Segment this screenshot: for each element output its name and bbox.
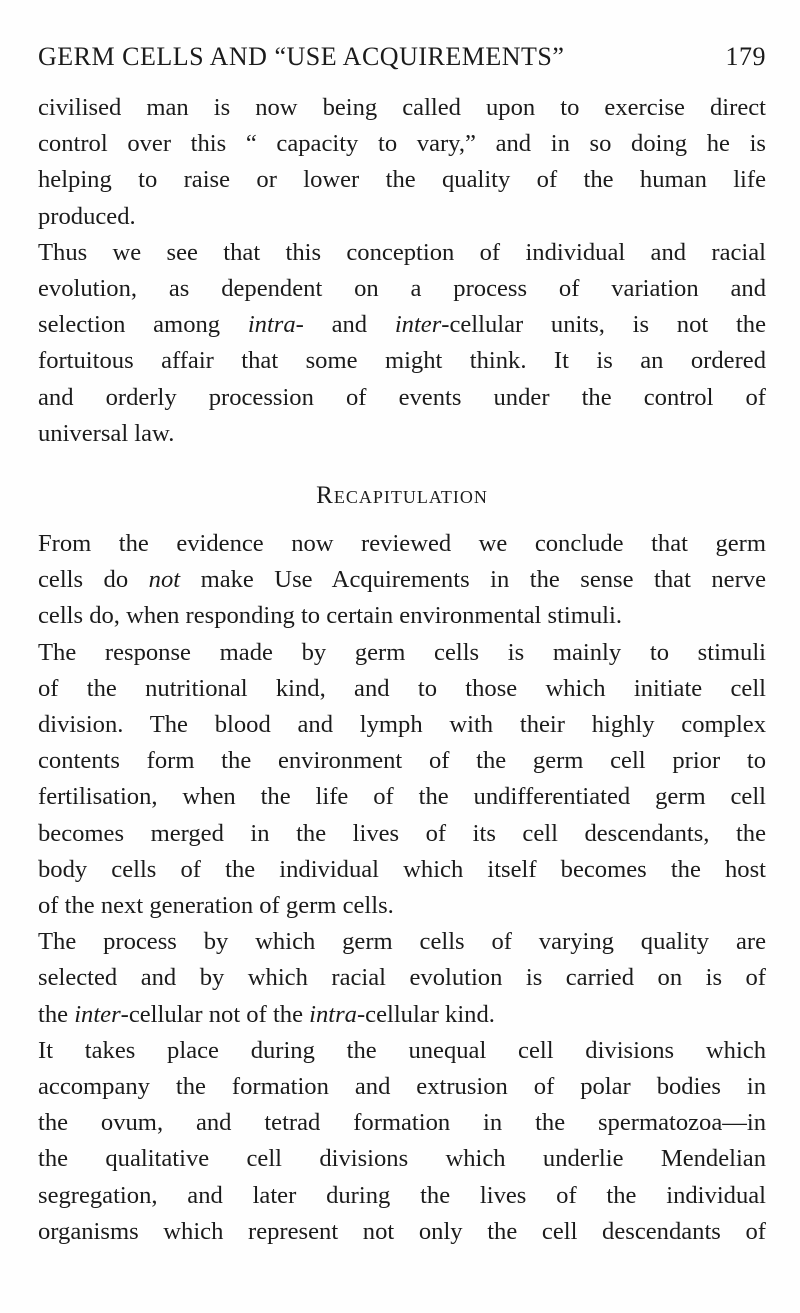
paragraph-5 bbox=[38, 924, 766, 1033]
text-fragment: -cellular kind. bbox=[356, 1000, 495, 1028]
text-fragment: -cellular not of the bbox=[120, 1000, 310, 1028]
book-page bbox=[38, 40, 766, 1250]
italic-intra: intra- bbox=[247, 311, 304, 339]
text-fragment: -cellular units, is not the bbox=[441, 311, 766, 339]
paragraph-1 bbox=[38, 90, 766, 235]
text-line: evolution, as dependent on a process of variation and bbox=[38, 275, 766, 303]
text-line: fertilisation, when the life of the undifferentiated germ cell bbox=[38, 783, 766, 811]
paragraph-3 bbox=[38, 526, 766, 635]
text-line: It takes place during the unequal cell divisions which bbox=[38, 1036, 766, 1064]
text-fragment: the bbox=[38, 1000, 75, 1028]
text-line: fortuitous affair that some might think. It is an ordered bbox=[38, 347, 766, 375]
text-line: universal law. bbox=[38, 419, 175, 447]
section-heading: Recapitulation bbox=[316, 482, 488, 510]
text-line: control over this “ capacity to vary,” and in so doing he is bbox=[38, 130, 766, 158]
text-line-with-italics bbox=[38, 562, 766, 598]
running-head-title: GERM CELLS AND “USE ACQUIREMENTS” bbox=[38, 42, 565, 71]
text-fragment: cells do bbox=[38, 566, 149, 594]
paragraph-6 bbox=[38, 1033, 766, 1250]
page-number: 179 bbox=[725, 42, 766, 71]
running-head bbox=[38, 40, 766, 90]
italic-intra: intra bbox=[309, 1000, 357, 1028]
text-line: civilised man is now being called upon to exercise direct bbox=[38, 94, 766, 121]
text-line: From the evidence now reviewed we conclude that germ bbox=[38, 530, 766, 558]
text-line: division. The blood and lymph with their highly complex bbox=[38, 711, 766, 739]
text-line: cells do, when responding to certain environmental stimuli. bbox=[38, 602, 622, 630]
text-line: selected and by which racial evolution is carried on is of bbox=[38, 964, 766, 992]
text-line: the ovum, and tetrad formation in the spermatozoa—in bbox=[38, 1109, 766, 1137]
text-line: contents form the environment of the germ cell prior to bbox=[38, 747, 766, 775]
text-line: Thus we see that this conception of individual and racial bbox=[38, 238, 766, 266]
text-line: The response made by germ cells is mainly to stimuli bbox=[38, 638, 766, 666]
text-line-with-italics bbox=[38, 307, 766, 343]
text-line: segregation, and later during the lives of the individual bbox=[38, 1181, 766, 1209]
text-line: The process by which germ cells of varying quality are bbox=[38, 928, 766, 956]
text-fragment: make Use Acquirements in the sense that nerve bbox=[180, 566, 766, 594]
text-line-with-italics bbox=[38, 997, 766, 1033]
paragraph-2 bbox=[38, 235, 766, 452]
text-line: produced. bbox=[38, 202, 136, 230]
text-line: body cells of the individual which itself becomes the host bbox=[38, 855, 766, 883]
text-fragment: and bbox=[303, 311, 395, 339]
text-line: accompany the formation and extrusion of polar bodies in bbox=[38, 1073, 766, 1101]
italic-inter: inter bbox=[74, 1000, 121, 1028]
italic-not: not bbox=[148, 566, 181, 594]
text-line: organisms which represent not only the cell descendants of bbox=[38, 1217, 766, 1245]
body-text bbox=[38, 90, 766, 1250]
text-line: the qualitative cell divisions which underlie Mendelian bbox=[38, 1145, 766, 1173]
text-line: of the nutritional kind, and to those which initiate cell bbox=[38, 674, 766, 702]
text-line: and orderly procession of events under the control of bbox=[38, 383, 766, 411]
italic-inter: inter bbox=[394, 311, 442, 339]
paragraph-4 bbox=[38, 635, 766, 925]
text-fragment: selection among bbox=[38, 311, 248, 339]
text-line: of the next generation of germ cells. bbox=[38, 892, 394, 920]
text-line: becomes merged in the lives of its cell descendants, the bbox=[38, 819, 766, 847]
text-line: helping to raise or lower the quality of the human life bbox=[38, 166, 766, 194]
